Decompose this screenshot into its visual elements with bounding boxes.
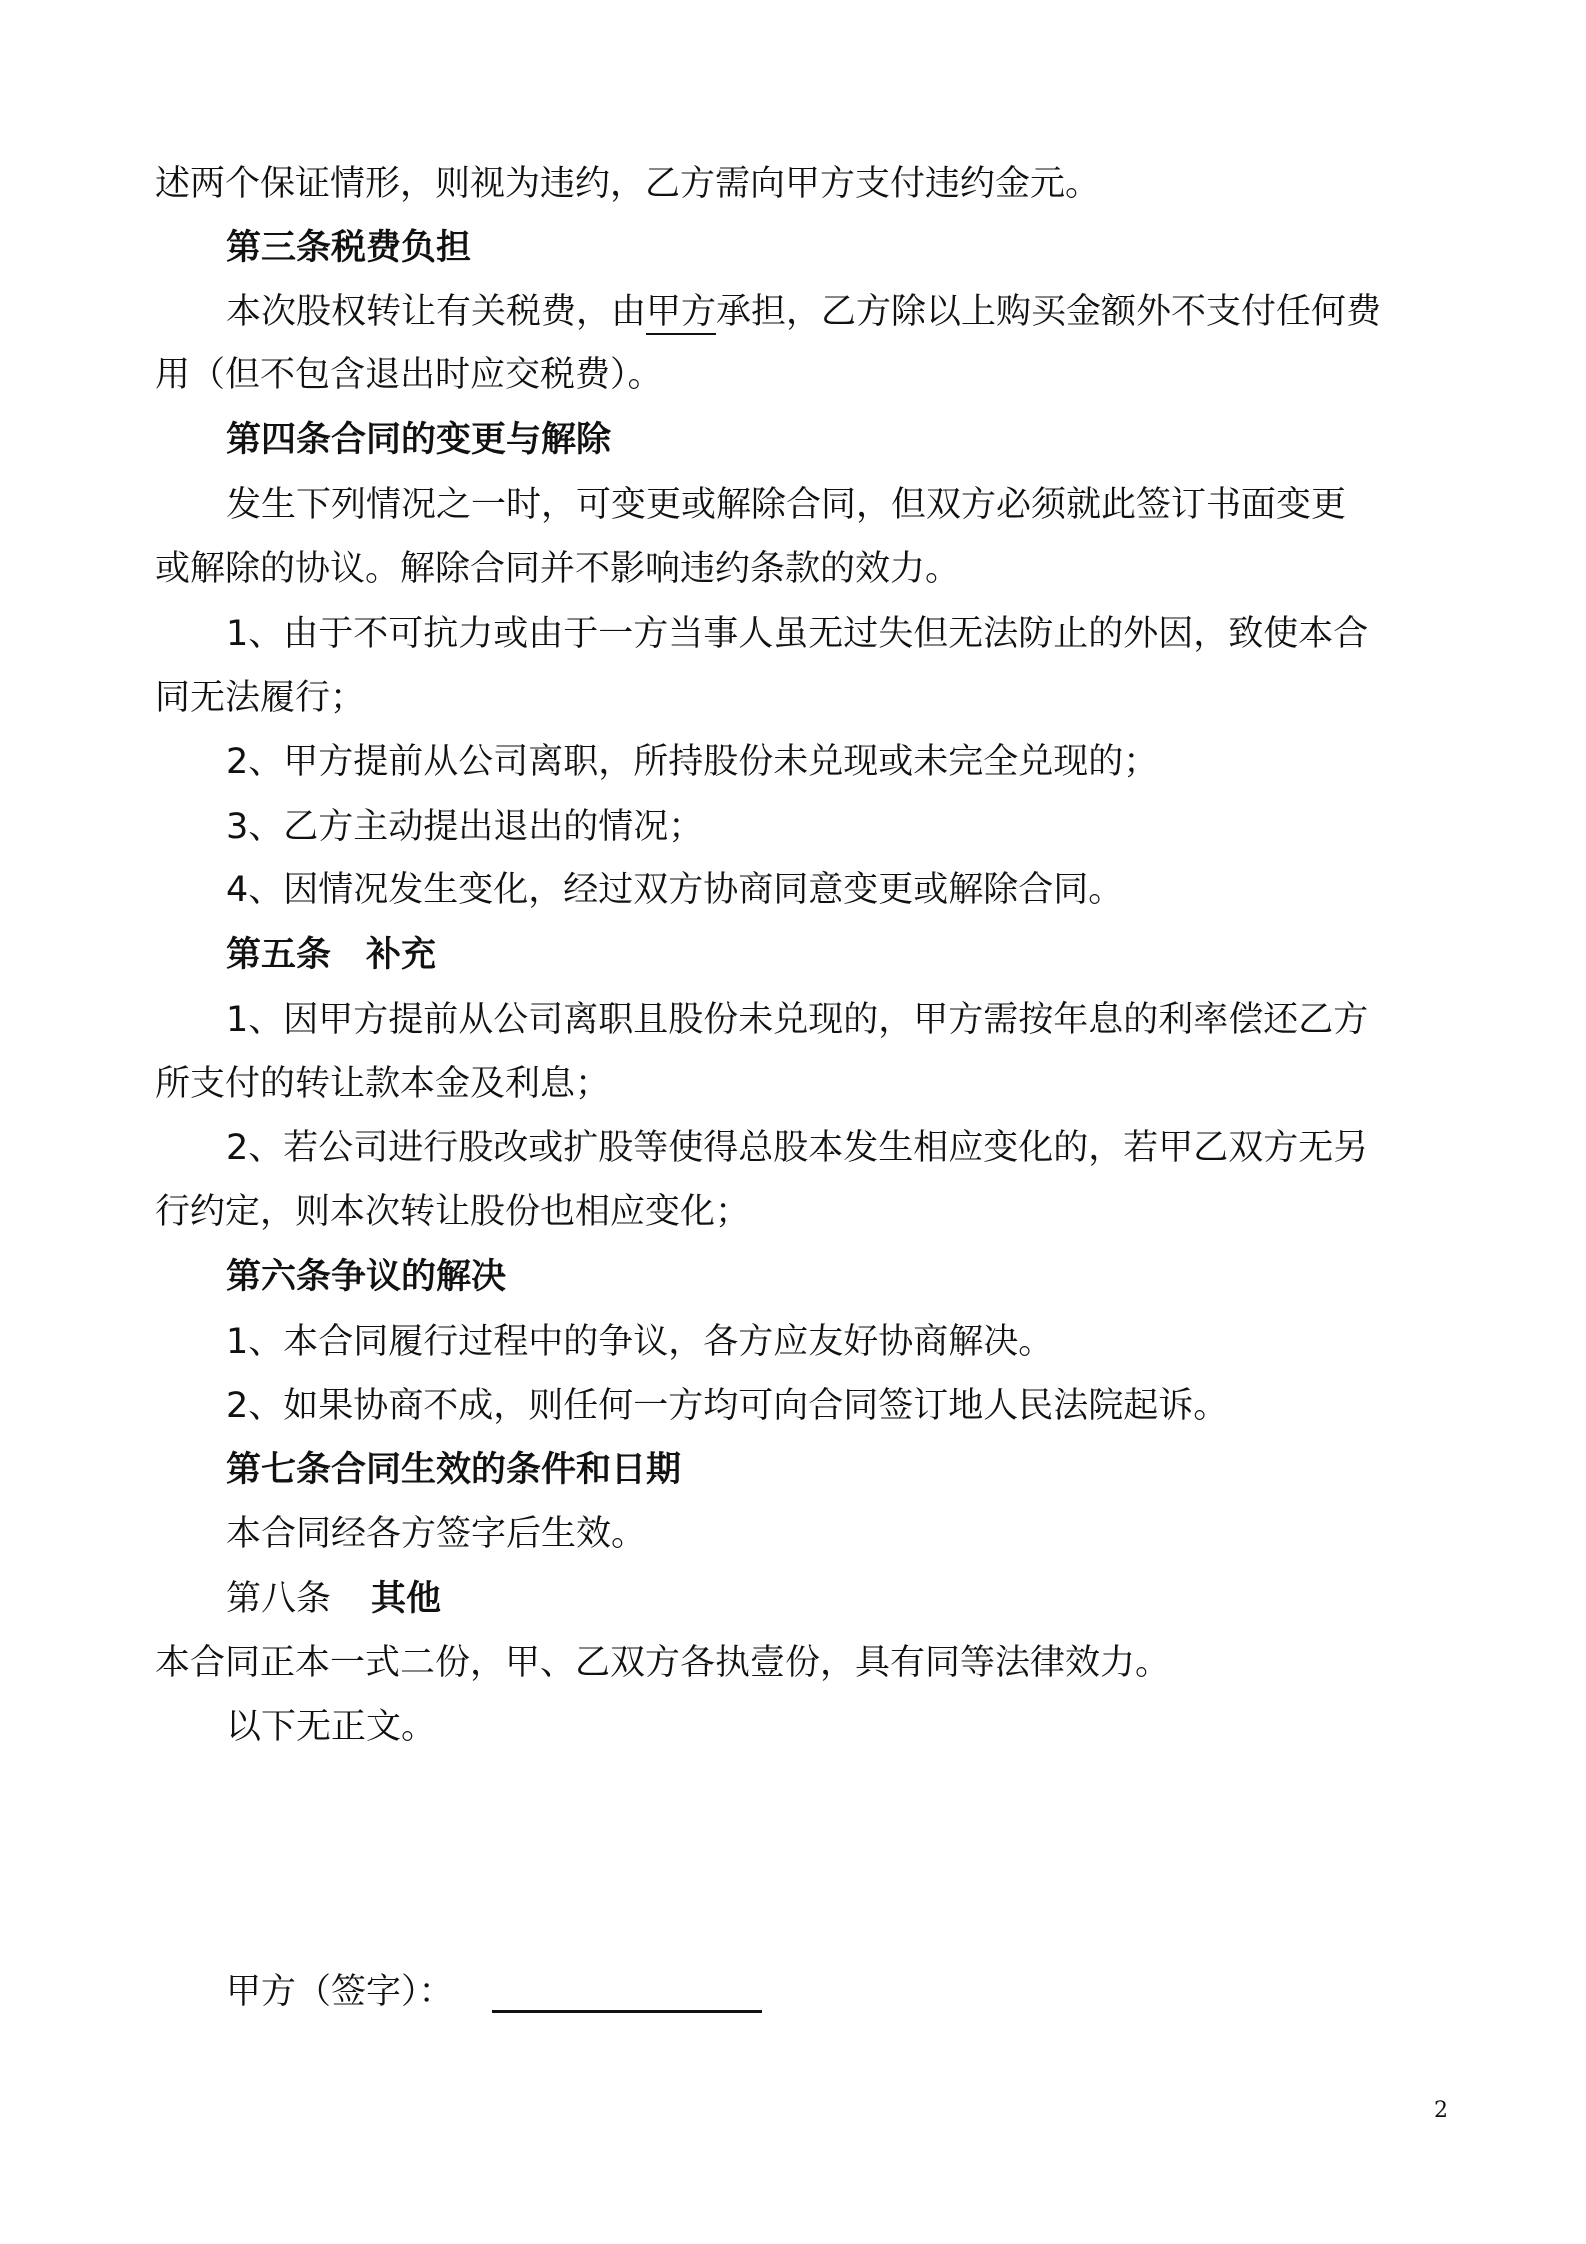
list-item-change-3: 3、乙方主动提出退出的情况； bbox=[226, 807, 704, 847]
paragraph-end: 以下无正文。 bbox=[226, 1707, 437, 1747]
paragraph-change-line1: 发生下列情况之一时，可变更或解除合同，但双方必须就此签订书面变更 bbox=[226, 485, 1347, 525]
signature-line-party-a bbox=[492, 2010, 762, 2013]
list-item-supplement-1-line2: 所支付的转让款本金及利息； bbox=[155, 1064, 611, 1104]
paragraph-intro-end: 述两个保证情形，则视为违约，乙方需向甲方支付违约金元。 bbox=[155, 164, 1101, 204]
tax-text-a: 本次股权转让有关税费，由 bbox=[226, 292, 647, 332]
paragraph-tax-line1 bbox=[226, 290, 1381, 334]
paragraph-tax-line2: 用（但不包含退出时应交税费）。 bbox=[155, 355, 663, 395]
list-item-supplement-2-line2: 行约定，则本次转让股份也相应变化； bbox=[155, 1192, 751, 1232]
list-item-change-2: 2、甲方提前从公司离职，所持股份未兑现或未完全兑现的； bbox=[226, 742, 1159, 782]
list-item-change-4: 4、因情况发生变化，经过双方协商同意变更或解除合同。 bbox=[226, 870, 1124, 910]
heading-other-prefix: 第八条 bbox=[226, 1579, 332, 1619]
heading-effective: 第七条合同生效的条件和日期 bbox=[226, 1450, 682, 1490]
list-item-dispute-2: 2、如果协商不成，则任何一方均可向合同签订地人民法院起诉。 bbox=[226, 1386, 1229, 1426]
heading-dispute: 第六条争议的解决 bbox=[226, 1257, 507, 1297]
tax-party-underlined: 甲方 bbox=[646, 292, 716, 335]
list-item-supplement-2-line1: 2、若公司进行股改或扩股等使得总股本发生相应变化的，若甲乙双方无另 bbox=[226, 1128, 1369, 1168]
heading-supplement: 第五条 补充 bbox=[226, 935, 437, 975]
heading-tax: 第三条税费负担 bbox=[226, 228, 472, 268]
signature-label-party-a: 甲方（签字）： bbox=[226, 1972, 454, 2012]
heading-other-title: 其他 bbox=[371, 1579, 442, 1619]
list-item-change-1-line2: 同无法履行； bbox=[155, 678, 366, 718]
paragraph-other: 本合同正本一式二份，甲、乙双方各执壹份，具有同等法律效力。 bbox=[155, 1643, 1171, 1683]
list-item-dispute-1: 1、本合同履行过程中的争议，各方应友好协商解决。 bbox=[226, 1322, 1054, 1362]
list-item-supplement-1-line1: 1、因甲方提前从公司离职且股份未兑现的，甲方需按年息的利率偿还乙方 bbox=[226, 1000, 1369, 1040]
heading-other bbox=[226, 1577, 441, 1621]
page-number: 2 bbox=[1434, 2098, 1448, 2123]
tax-text-b: 承担，乙方除以上购买金额外不支付任何费 bbox=[716, 292, 1382, 332]
heading-change: 第四条合同的变更与解除 bbox=[226, 420, 612, 460]
paragraph-effective: 本合同经各方签字后生效。 bbox=[226, 1514, 647, 1554]
list-item-change-1-line1: 1、由于不可抗力或由于一方当事人虽无过失但无法防止的外因，致使本合 bbox=[226, 614, 1369, 654]
paragraph-change-line2: 或解除的协议。解除合同并不影响违约条款的效力。 bbox=[155, 549, 961, 589]
